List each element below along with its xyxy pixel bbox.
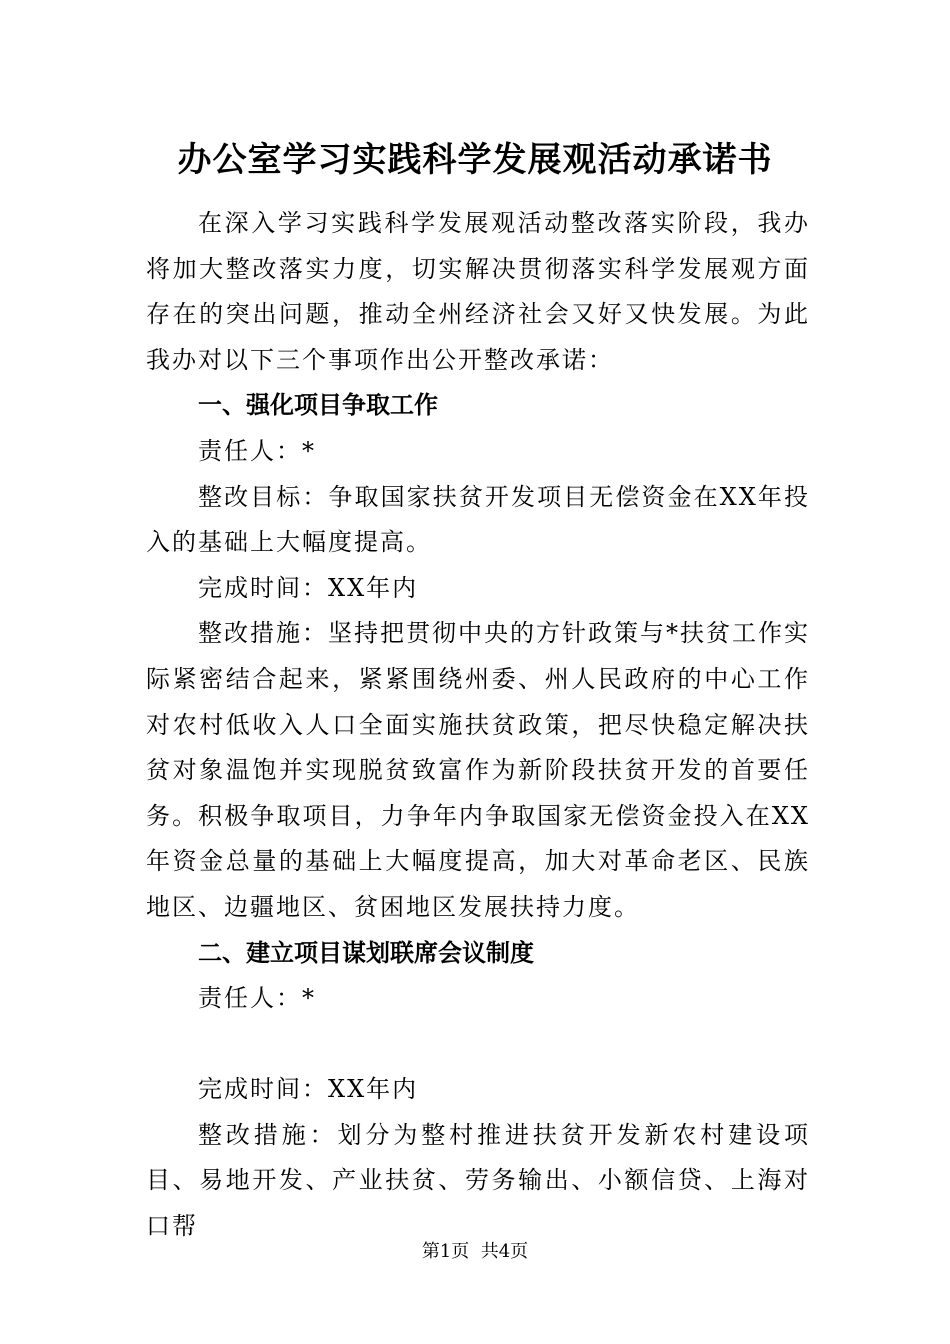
document-body [146, 201, 810, 1250]
section-2-deadline: 完成时间：XX年内 [198, 1075, 419, 1104]
section-2-measures: 整改措施：划分为整村推进扶贫开发新农村建设项目、易地开发、产业扶贫、劳务输出、小额信贷、上海对口帮 [146, 1120, 810, 1241]
page-footer [0, 1240, 950, 1264]
intro-paragraph: 在深入学习实践科学发展观活动整改落实阶段，我办将加大整改落实力度，切实解决贯彻落实科学发展观方面存在的突出问题，推动全州经济社会又好又快发展。为此我办对以下三个事项作出公开整改承诺： [146, 209, 810, 374]
page-total: 共4页 [480, 1241, 529, 1262]
blank-line [146, 1022, 810, 1068]
section-1-goal: 整改目标：争取国家扶贫开发项目无偿资金在XX年投入的基础上大幅度提高。 [146, 482, 810, 557]
section-1-deadline: 完成时间：XX年内 [198, 573, 419, 602]
section-2-heading: 二、建立项目谋划联席会议制度 [198, 938, 534, 967]
section-2-responsible: 责任人：* [198, 984, 316, 1013]
document-title: 办公室学习实践科学发展观活动承诺书 [177, 140, 773, 180]
page-number: 第1页 [421, 1241, 470, 1262]
section-1-heading: 一、强化项目争取工作 [198, 391, 438, 420]
section-1-measures: 整改措施：坚持把贯彻中央的方针政策与*扶贫工作实际紧密结合起来，紧紧围绕州委、州人民政府的中心工作对农村低收入人口全面实施扶贫政策，把尽快稳定解决扶贫对象温饱并实现脱贫致富作为新阶段扶贫开发的首要任务。积极争取项目，力争年内争取国家无偿资金投入在XX年资金总量的基础上大幅度提高，加大对革命老区、民族地区、边疆地区、贫困地区发展扶持力度。 [146, 619, 810, 921]
section-1-responsible: 责任人：* [198, 436, 316, 465]
